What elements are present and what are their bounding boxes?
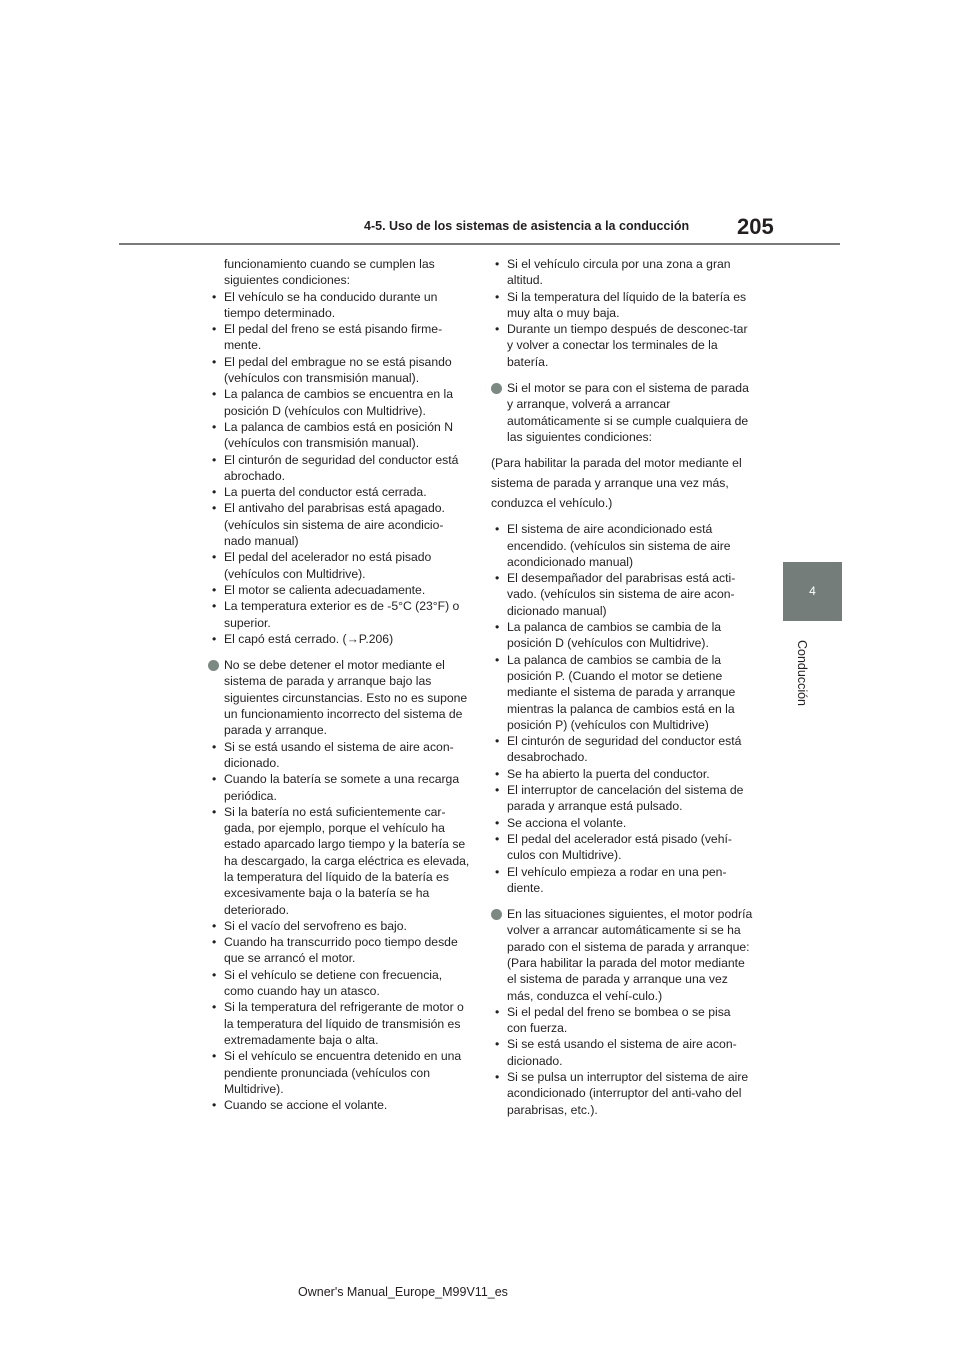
list-item: • Si se está usando el sistema de aire acon-dicionado. [491, 1036, 753, 1069]
list-item: • El sistema de aire acondicionado está encendido. (vehículos sin sistema de aire acondicionado manual) [491, 521, 753, 570]
list-item: • Se acciona el volante. [491, 815, 753, 831]
list-item: • El antivaho del parabrisas está apagado. (vehículos sin sistema de aire acondicio-nado manual) [208, 500, 470, 549]
list-item: • Si se pulsa un interruptor del sistema de aire acondicionado (interruptor del anti-vaho del parabrisas, etc.). [491, 1069, 753, 1118]
list-item: • Si la batería no está suficientemente car-gada, por ejemplo, porque el vehículo ha estado aparcado largo tiempo y la batería se ha descargado, la carga eléctrica es elevada, la temperatura del líquido de la batería es excesivamente baja o la batería se ha deteriorado. [208, 804, 470, 918]
continued-list [491, 256, 753, 370]
list-item: • La temperatura exterior es de -5°C (23°F) o superior. [208, 598, 470, 631]
section-heading-text: En las situaciones siguientes, el motor podría volver a arrancar automáticamente si se ha parado con el sistema de parada y arranque: (Para habilitar la parada del motor mediante el sistema de parada y arranque una vez más, conduzca el vehí-culo.) [507, 907, 753, 1003]
list-item: • Cuando la batería se somete a una recarga periódica. [208, 771, 470, 804]
list-item: • El pedal del acelerador está pisado (vehí-culos con Multidrive). [491, 831, 753, 864]
stop-exception-list [208, 739, 470, 1114]
list-item: • El motor se calienta adecuadamente. [208, 582, 470, 598]
list-item: • La palanca de cambios se cambia de la posición P. (Cuando el motor se detiene mediante el sistema de parada y arranque mientras la palanca de cambios está en la posición P) (vehículos con Multidrive) [491, 652, 753, 733]
chapter-label-text: Conducción [795, 639, 809, 707]
list-item: • Durante un tiempo después de desconec-tar y volver a conectar los terminales de la batería. [491, 321, 753, 370]
list-item: • El interruptor de cancelación del sistema de parada y arranque está pulsado. [491, 782, 753, 815]
circle-bullet-icon [208, 660, 219, 671]
right-column [491, 256, 753, 1118]
section-heading [208, 657, 470, 738]
chapter-label [794, 628, 810, 718]
section-heading-text: Si el motor se para con el sistema de parada y arranque, volverá a arrancar automáticamente si se cumple cualquiera de las siguientes condiciones: [507, 381, 749, 444]
list-item: • El pedal del acelerador no está pisado (vehículos con Multidrive). [208, 549, 470, 582]
intro-text: funcionamiento cuando se cumplen las siguientes condiciones: [224, 257, 435, 288]
list-item: • Cuando se accione el volante. [208, 1097, 470, 1113]
list-item: • El cinturón de seguridad del conductor está desabrochado. [491, 733, 753, 766]
restart-condition-list [491, 521, 753, 896]
list-item: • Si la temperatura del líquido de la batería es muy alta o muy baja. [491, 289, 753, 322]
footer-text: Owner's Manual_Europe_M99V11_es [298, 1285, 508, 1299]
list-item: • La palanca de cambios se cambia de la posición D (vehículos con Multidrive). [491, 619, 753, 652]
condition-list [208, 289, 470, 648]
left-column [208, 256, 470, 1113]
list-item: • La palanca de cambios se encuentra en la posición D (vehículos con Multidrive). [208, 386, 470, 419]
possible-restart-list [491, 1004, 753, 1118]
list-item: • El capó está cerrado. (→P.206) [208, 631, 470, 647]
circle-bullet-icon [491, 909, 502, 920]
list-item: • El pedal del embrague no se está pisando (vehículos con transmisión manual). [208, 354, 470, 387]
list-item: • El cinturón de seguridad del conductor está abrochado. [208, 452, 470, 485]
list-item: • Si el vacío del servofreno es bajo. [208, 918, 470, 934]
circle-bullet-icon [491, 383, 502, 394]
list-item: • La palanca de cambios está en posición N (vehículos con transmisión manual). [208, 419, 470, 452]
list-item: • Si se está usando el sistema de aire acon-dicionado. [208, 739, 470, 772]
header-rule [119, 243, 840, 245]
list-item: • Si el vehículo se detiene con frecuencia, como cuando hay un atasco. [208, 967, 470, 1000]
list-item: • Si el vehículo se encuentra detenido en una pendiente pronunciada (vehículos con Multidrive). [208, 1048, 470, 1097]
page-number: 205 [737, 214, 774, 239]
section-heading [491, 906, 753, 1004]
list-item: • El vehículo se ha conducido durante un tiempo determinado. [208, 289, 470, 322]
list-item: • Cuando ha transcurrido poco tiempo desde que se arrancó el motor. [208, 934, 470, 967]
list-item: • Se ha abierto la puerta del conductor. [491, 766, 753, 782]
list-item: • Si la temperatura del refrigerante de motor o la temperatura del líquido de transmisión es extremadamente baja o alta. [208, 999, 470, 1048]
section-heading [491, 380, 753, 445]
chapter-tab: 4 [783, 562, 842, 621]
restart-note: (Para habilitar la parada del motor mediante el sistema de parada y arranque una vez más, conduzca el vehículo.) [491, 456, 742, 511]
list-item: • Si el vehículo circula por una zona a gran altitud. [491, 256, 753, 289]
list-item: • El vehículo empieza a rodar en una pen-diente. [491, 864, 753, 897]
list-item: • El desempañador del parabrisas está acti-vado. (vehículos sin sistema de aire acon-dicionado manual) [491, 570, 753, 619]
list-item: • La puerta del conductor está cerrada. [208, 484, 470, 500]
list-item: • Si el pedal del freno se bombea o se pisa con fuerza. [491, 1004, 753, 1037]
list-item: • El pedal del freno se está pisando firme-mente. [208, 321, 470, 354]
section-title: 4-5. Uso de los sistemas de asistencia a la conducción [364, 219, 690, 233]
section-heading-text: No se debe detener el motor mediante el sistema de parada y arranque bajo las siguientes circunstancias. Esto no es supone un funcionamiento incorrecto del sistema de parada y arranque. [224, 658, 468, 738]
